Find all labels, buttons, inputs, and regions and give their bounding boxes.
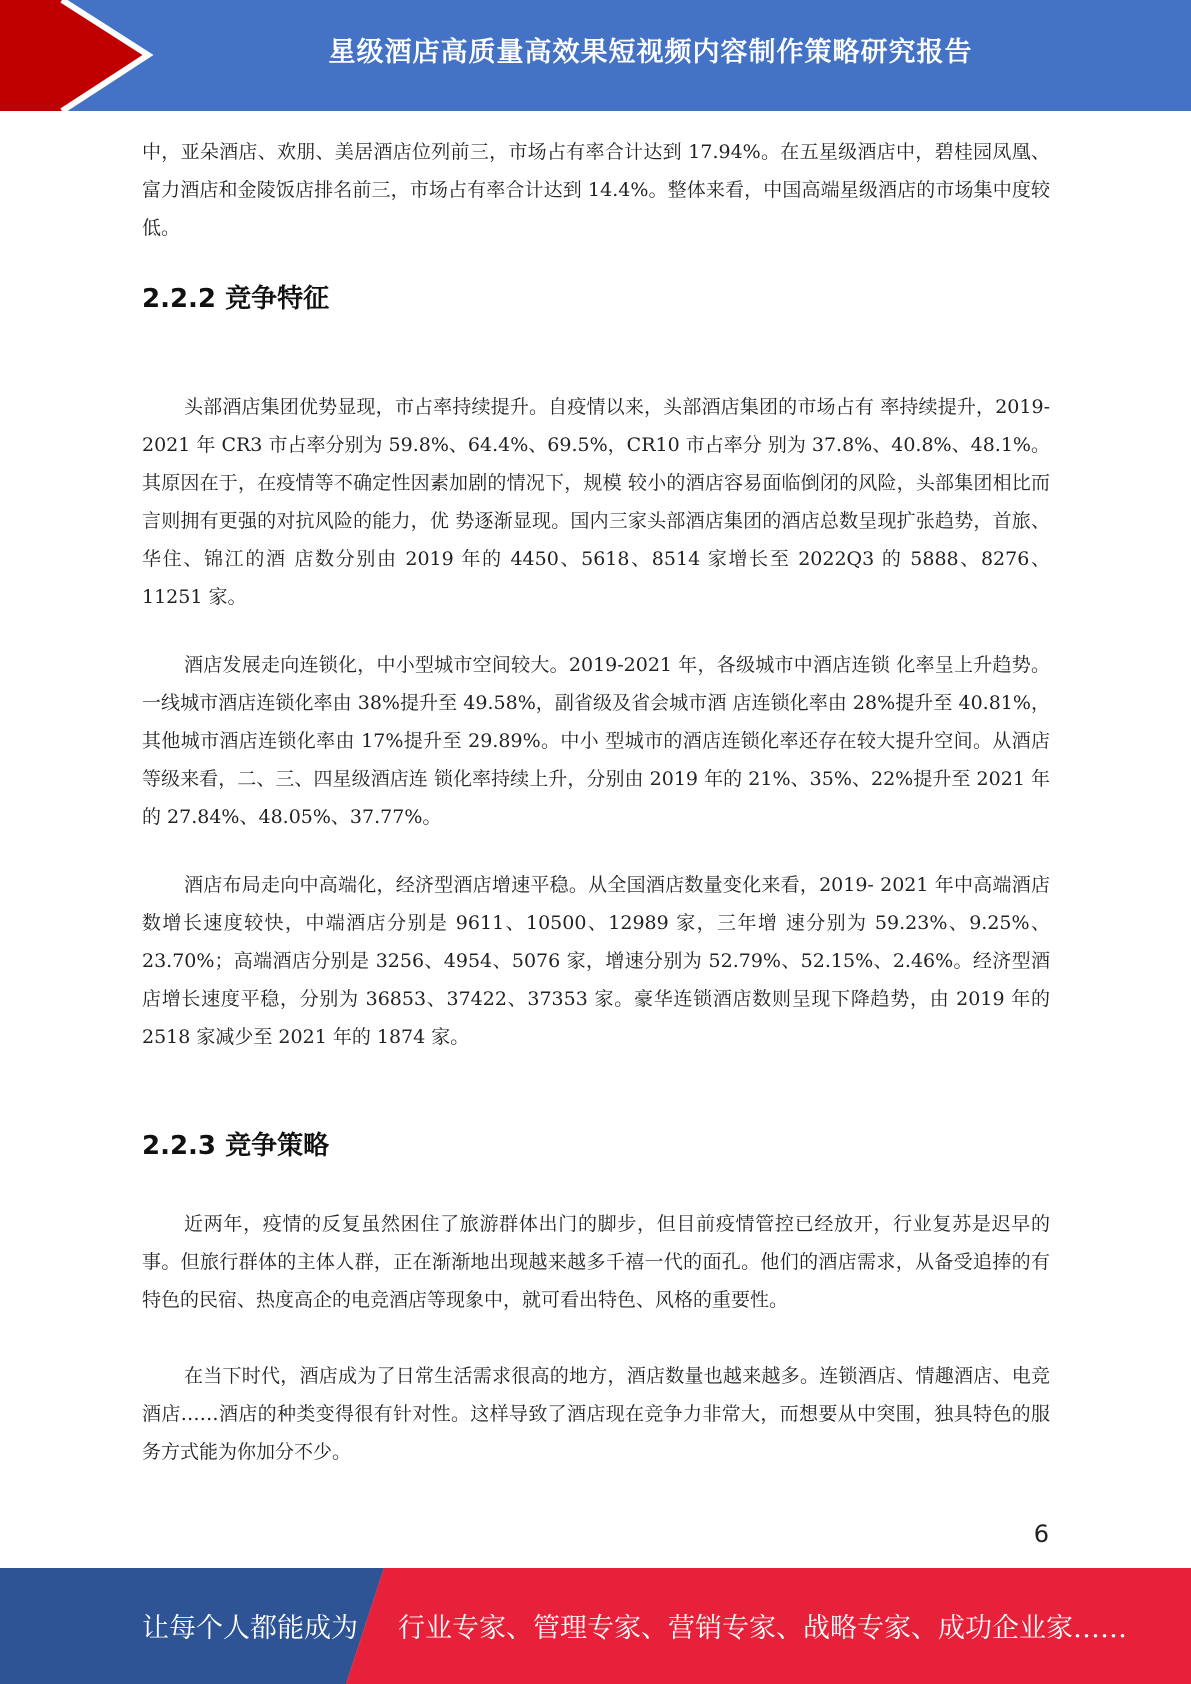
paragraph-competition-feature-3: 酒店布局走向中高端化，经济型酒店增速平稳。从全国酒店数量变化来看，2019- 2021 年中高端酒店数增长速度较快，中端酒店分别是 9611、10500、12989 家，三年增 速分别为 59.23%、9.25%、23.70%；高端酒店分别是 3256、4954、5076 家，增速分别为 52.79%、52.15%、2.46%。经济型酒店增长速度平稳，分别为 36853、37422、37353 家。豪华连锁酒店数则呈现下降趋势，由 2019 年的 2518 家减少至 2021 年的 1874 家。	[142, 874, 1057, 1048]
page-footer	[0, 1568, 1191, 1684]
intro-paragraph: 中，亚朵酒店、欢朋、美居酒店位列前三，市场占有率合计达到 17.94%。在五星级酒店中，碧桂园凤凰、富力酒店和金陵饭店排名前三，市场占有率合计达到 14.4%。整体来看，中国高端星级酒店的市场集中度较低。	[142, 141, 1050, 239]
section-heading-2-2-3: 2.2.3 竞争策略	[142, 1131, 330, 1161]
page-header	[0, 0, 1191, 111]
document-title: 星级酒店高质量高效果短视频内容制作策略研究报告	[328, 37, 973, 68]
paragraph-competition-strategy-1: 近两年，疫情的反复虽然困住了旅游群体出门的脚步，但目前疫情管控已经放开，行业复苏是迟早的事。但旅行群体的主体人群，正在渐渐地出现越来越多千禧一代的面孔。他们的酒店需求，从备受追捧的有特色的民宿、热度高企的电竞酒店等现象中，就可看出特色、风格的重要性。	[142, 1213, 1050, 1311]
page-number: 6	[1033, 1520, 1049, 1548]
section-heading-2-2-2: 2.2.2 竞争特征	[142, 284, 330, 314]
footer-slogan-right: 行业专家、管理专家、营销专家、战略专家、成功企业家……	[398, 1613, 1127, 1644]
paragraph-competition-feature-1: 头部酒店集团优势显现，市占率持续提升。自疫情以来，头部酒店集团的市场占有 率持续提升，2019-2021 年 CR3 市占率分别为 59.8%、64.4%、69.5%，CR10 市占率分 别为 37.8%、40.8%、48.1%。其原因在于，在疫情等不确定性因素加剧的情况下，规模 较小的酒店容易面临倒闭的风险，头部集团相比而言则拥有更强的对抗风险的能力，优 势逐渐显现。国内三家头部酒店集团的酒店总数呈现扩张趋势，首旅、华住、锦江的酒 店数分别由 2019 年的 4450、5618、8514 家增长至 2022Q3 的 5888、8276、11251 家。	[142, 396, 1050, 608]
paragraph-competition-strategy-2: 在当下时代，酒店成为了日常生活需求很高的地方，酒店数量也越来越多。连锁酒店、情趣酒店、电竞酒店……酒店的种类变得很有针对性。这样导致了酒店现在竞争力非常大，而想要从中突围，独具特色的服务方式能为你加分不少。	[142, 1365, 1050, 1463]
footer-slogan-left: 让每个人都能成为	[142, 1613, 358, 1644]
paragraph-competition-feature-2: 酒店发展走向连锁化，中小型城市空间较大。2019-2021 年，各级城市中酒店连锁 化率呈上升趋势。一线城市酒店连锁化率由 38%提升至 49.58%，副省级及省会城市酒 店连锁化率由 28%提升至 40.81%，其他城市酒店连锁化率由 17%提升至 29.89%。中小 型城市的酒店连锁化率还存在较大提升空间。从酒店等级来看，二、三、四星级酒店连 锁化率持续上升，分别由 2019 年的 21%、35%、22%提升至 2021 年的 27.84%、48.05%、37.77%。	[142, 654, 1050, 828]
